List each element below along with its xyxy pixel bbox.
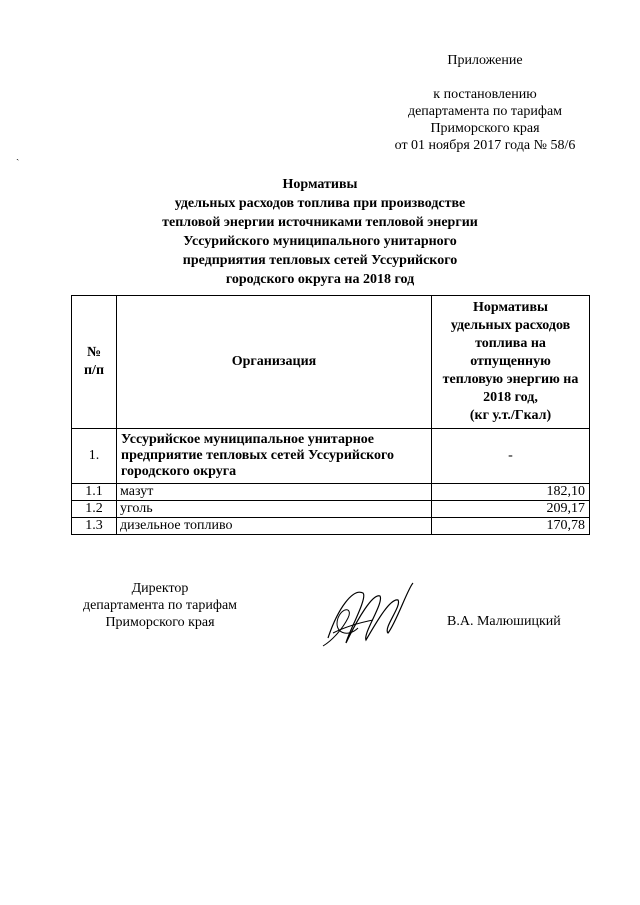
appendix-block [380,52,590,154]
row-value: 209,17 [432,501,590,518]
appendix-line: Приморского края [430,121,540,136]
table-row [72,484,590,501]
appendix-line: к постановлению [433,87,537,102]
fuel-name: дизельное топливо [117,518,432,535]
fuel-name: мазут [117,484,432,501]
table-header-row [72,296,590,429]
row-num: 1.1 [72,484,117,501]
header-norm: Нормативы удельных расходов топлива на отпущенную тепловую энергию на 2018 год, (кг у.т./Гкал) [432,296,590,429]
heading-line: городского округа на 2018 год [225,272,415,287]
table-row [72,429,590,484]
row-value: 182,10 [432,484,590,501]
appendix-title: Приложение [447,53,523,68]
row-value: 170,78 [432,518,590,535]
handwritten-signature [318,578,418,658]
document-heading [100,175,540,289]
stray-mark: ˏ [16,150,20,161]
position-line: Директор [131,581,189,596]
position-line: Приморского края [105,615,215,630]
heading-line: Уссурийского муниципального унитарного [183,234,457,249]
position-line: департамента по тарифам [82,598,238,613]
norms-table [71,295,590,535]
heading-line: тепловой энергии источниками тепловой энергии [162,215,478,230]
heading-line: предприятия тепловых сетей Уссурийского [182,253,458,268]
row-num: 1. [72,429,117,484]
organization-name: Уссурийское муниципальное унитарное предприятие тепловых сетей Уссурийского городского округа [117,429,432,484]
heading-line: Нормативы [282,177,358,192]
header-organization: Организация [117,296,432,429]
appendix-line: департамента по тарифам [407,104,563,119]
heading-line: удельных расходов топлива при производстве [174,196,466,211]
row-num: 1.2 [72,501,117,518]
row-value: - [432,429,590,484]
appendix-line: от 01 ноября 2017 года № 58/6 [394,138,576,153]
header-num: № п/п [72,296,117,429]
signer-position [60,580,260,631]
signer-name: В.А. Малюшицкий [447,614,561,629]
table-row [72,518,590,535]
row-num: 1.3 [72,518,117,535]
fuel-name: уголь [117,501,432,518]
table-row [72,501,590,518]
